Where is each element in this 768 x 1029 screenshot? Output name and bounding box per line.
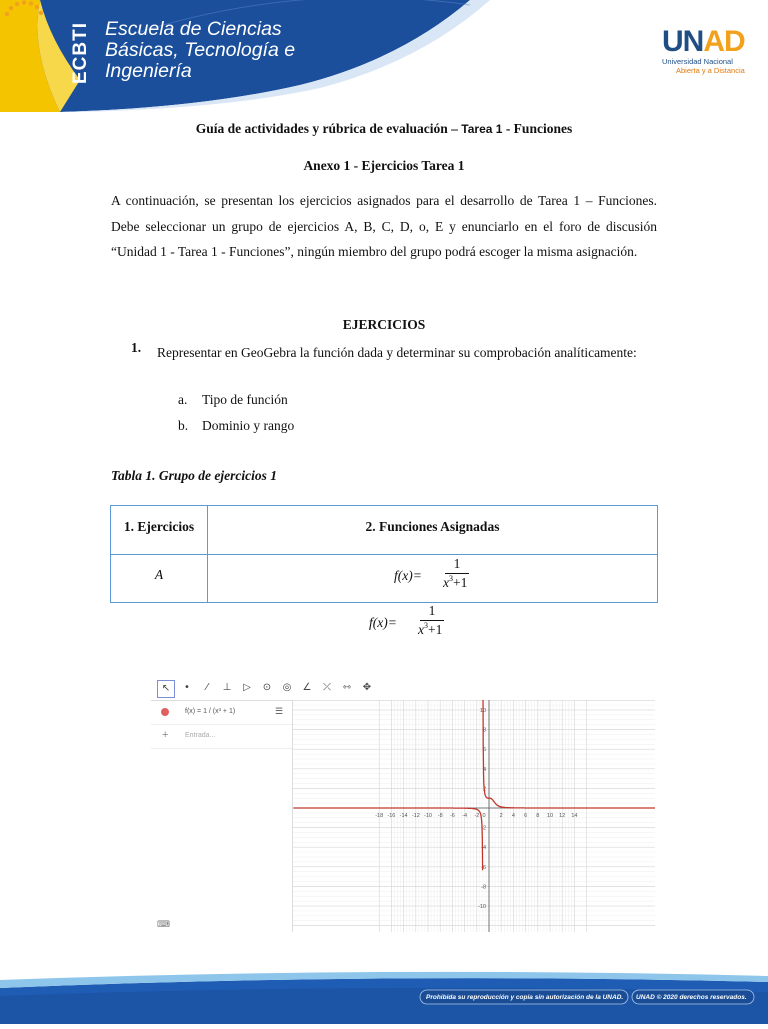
visibility-toggle-icon[interactable] — [161, 708, 169, 716]
item-text: Representar en GeoGebra la función dada y determinar su comprobación analíticamente: — [157, 345, 637, 360]
sub-a-text: Tipo de función — [202, 392, 288, 407]
ellipse-tool-icon[interactable]: ◎ — [282, 682, 292, 693]
origin-label: 0 — [482, 813, 486, 819]
x-tick-label: -16 — [387, 813, 396, 819]
table-header-functions: 2. Funciones Asignadas — [365, 519, 500, 534]
unad-logo-text: UNAD — [662, 25, 745, 58]
unad-logo-dots — [0, 0, 96, 66]
item-number: 1. — [131, 340, 142, 355]
y-tick-label: 2 — [482, 786, 486, 793]
line-tool-icon[interactable]: ⁄ — [206, 682, 208, 693]
x-tick-label: -12 — [411, 813, 420, 819]
school-name — [105, 19, 295, 82]
sub-b-letter: b. — [178, 418, 189, 433]
unad-logo-subtitle-2: Abierta y a Distancia — [676, 66, 745, 75]
slider-tool-icon[interactable]: ⇿ — [342, 682, 352, 693]
section-title: EJERCICIOS — [342, 317, 426, 332]
sub-a-letter: a. — [178, 392, 188, 407]
unad-logo-subtitle-1: Universidad Nacional — [662, 57, 733, 66]
polygon-tool-icon[interactable]: ▷ — [243, 682, 251, 693]
function-graph — [293, 700, 655, 932]
move-tool-icon[interactable]: ↖ — [157, 680, 175, 698]
annex-title: Anexo 1 - Ejercicios Tarea 1 — [303, 158, 465, 173]
footer-copyright: UNAD © 2020 derechos reservados. — [636, 994, 747, 1001]
keyboard-icon[interactable]: ⌨ — [157, 919, 170, 929]
graphics-view[interactable] — [293, 700, 655, 932]
x-tick-label: 4 — [511, 813, 515, 819]
x-tick-label: 6 — [524, 813, 528, 819]
school-line-2: Básicas, Tecnología e — [105, 39, 296, 61]
intro-paragraph: A continuación, se presentan los ejercicios asignados para el desarrollo de Tarea 1 – Funciones. Debe seleccionar un grupo de ejercicios A, B, C, D, o, E y enunciarlo en el foro de discusión “Unidad 1 - Tarea 1 - Funciones”, ningún miembro del grupo podrá escoger la misma asignación. — [111, 193, 657, 259]
algebra-entry-row[interactable]: f(x) = 1 / (x³ + 1) ☰ — [151, 700, 292, 725]
x-tick-label: -2 — [474, 813, 480, 819]
y-tick-label: 10 — [479, 708, 486, 714]
y-tick-label: 6 — [482, 747, 486, 754]
x-tick-label: -10 — [424, 813, 432, 819]
algebra-view — [151, 700, 293, 932]
y-tick-label: -8 — [481, 884, 486, 891]
plus-icon[interactable]: + — [162, 729, 169, 741]
exercises-table: 1. Ejercicios 2. Funciones Asignadas A f(x)= 1 $x^3+1$ — [110, 505, 658, 603]
x-tick-label: 8 — [536, 813, 540, 819]
y-tick-label: -2 — [481, 825, 486, 832]
y-tick-label: -6 — [481, 864, 486, 871]
ecbti-label: ECBTI — [70, 22, 91, 84]
x-tick-label: -4 — [462, 813, 468, 819]
y-tick-label: 8 — [482, 727, 486, 734]
x-tick-label: -18 — [375, 813, 384, 819]
point-tool-icon[interactable]: • — [184, 682, 190, 693]
move-view-tool-icon[interactable]: ✥ — [362, 682, 372, 693]
x-tick-label: 14 — [571, 813, 578, 819]
geogebra-toolbar — [151, 676, 655, 701]
table-cell-group: A — [154, 567, 164, 582]
footer-notice: Prohibida su reproducción y copia sin autorización de la UNAD. — [426, 994, 624, 1001]
menu-icon[interactable]: ☰ — [275, 706, 284, 716]
x-tick-label: 2 — [499, 813, 503, 819]
school-line-1: Escuela de Ciencias — [105, 18, 282, 40]
table-header-exercises: 1. Ejercicios — [123, 519, 195, 534]
y-tick-label: -4 — [481, 845, 486, 852]
x-tick-label: -14 — [399, 813, 408, 819]
geogebra-screenshot — [151, 664, 655, 932]
document-title: Guía de actividades y rúbrica de evaluación – Tarea 1 - Funciones — [195, 121, 573, 136]
algebra-input-row[interactable]: + Entrada... — [151, 724, 292, 749]
angle-tool-icon[interactable]: ∠ — [302, 682, 312, 693]
sub-b-text: Dominio y rango — [202, 418, 295, 433]
circle-tool-icon[interactable]: ⊙ — [262, 682, 272, 693]
perpendicular-tool-icon[interactable]: ⊥ — [222, 682, 232, 693]
reflect-tool-icon[interactable]: ⤫ — [323, 682, 331, 693]
x-tick-label: 12 — [559, 813, 566, 819]
y-tick-label: 4 — [482, 766, 486, 773]
school-line-3: Ingeniería — [105, 60, 192, 82]
page-header — [0, 0, 768, 112]
x-tick-label: -8 — [437, 813, 443, 819]
x-tick-label: 10 — [546, 813, 554, 819]
y-tick-label: -10 — [478, 904, 486, 910]
table-caption: Tabla 1. Grupo de ejercicios 1 — [111, 468, 277, 483]
x-tick-label: -6 — [449, 813, 455, 819]
